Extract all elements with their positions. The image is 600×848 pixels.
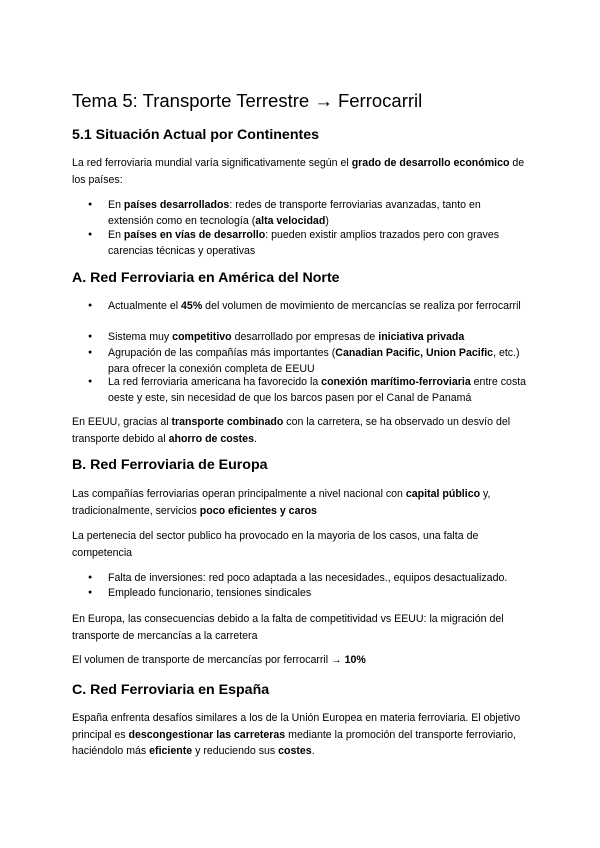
paragraph-europe-2: La pertenecia del sector publico ha provocado en la mayoria de los casos, una falta de competencia <box>72 530 479 559</box>
bold-text: costes <box>278 745 312 757</box>
bold-text: países en vías de desarrollo <box>123 229 266 241</box>
heading-5-1: 5.1 Situación Actual por Continentes <box>72 127 319 143</box>
list-item: ● Falta de inversiones: red poco adaptada a las necesidades., equipos desactualizado. <box>108 570 528 586</box>
paragraph-intro: La red ferroviaria mundial varía significativamente según el grado de desarrollo económico de los países: <box>72 157 525 186</box>
heading-section-c: C. Red Ferroviaria en España <box>72 682 270 698</box>
paragraph-europe-4: El volumen de transporte de mercancías por ferrocarril → 10% <box>72 654 366 666</box>
bold-text: 45% <box>181 300 203 312</box>
bold-text: poco eficientes y caros <box>199 504 317 517</box>
bold-text: 10% <box>344 654 366 666</box>
bold-text: grado de desarrollo económico <box>351 157 510 169</box>
page-title: Tema 5: Transporte Terrestre → Ferrocarril <box>72 90 423 111</box>
bold-text: ahorro de costes <box>168 432 254 445</box>
bold-text: capital público <box>405 488 481 500</box>
bold-text: países desarrollados <box>123 199 230 211</box>
paragraph-europe-3: En Europa, las consecuencias debido a la falta de competitividad vs EEUU: la migración del transporte de mercancías a la carretera <box>72 613 504 642</box>
paragraph-eeuu: En EEUU, gracias al transporte combinado con la carretera, se ha observado un desvío del transporte debido al ahorro de costes. <box>72 416 511 445</box>
bold-text: eficiente <box>149 745 193 757</box>
paragraph-spain: España enfrenta desafíos similares a los de la Unión Europea en materia ferroviaria. El objetivo principal es descongestionar las carreteras mediante la promoción del transporte ferroviario, haciéndolo más eficiente y reduciendo sus costes. <box>72 712 521 757</box>
bold-text: alta velocidad <box>255 215 326 227</box>
list-item: ● Empleado funcionario, tensiones sindicales <box>108 585 528 601</box>
heading-section-b: B. Red Ferroviaria de Europa <box>72 457 268 473</box>
list-item: ● En países en vías de desarrollo: pueden existir amplios trazados pero con graves carencias técnicas y operativas <box>108 227 528 259</box>
list-item: ● Sistema muy competitivo desarrollado por empresas de iniciativa privada <box>108 329 528 345</box>
bold-text: iniciativa privada <box>378 331 465 343</box>
bold-text: transporte combinado <box>171 416 284 428</box>
list-item: ● Actualmente el 45% del volumen de movimiento de mercancías se realiza por ferrocarril <box>108 298 528 314</box>
paragraph-europe-1: Las compañías ferroviarias operan principalmente a nivel nacional con capital público y, tradicionalmente, servicios poco eficientes y caros <box>72 488 491 517</box>
list-item: ● En países desarrollados: redes de transporte ferroviarias avanzadas, tanto en extensión como en tecnología (alta velocidad) <box>108 197 528 229</box>
bold-text: Canadian Pacific, Union Pacific <box>335 347 494 359</box>
bold-text: conexión marítimo-ferroviaria <box>321 376 471 388</box>
list-item: ● Agrupación de las compañías más importantes (Canadian Pacific, Union Pacific, etc.) para ofrecer la conexión completa de EEUU <box>108 345 528 377</box>
list-item: ● La red ferroviaria americana ha favorecido la conexión marítimo-ferroviaria entre costa oeste y este, sin necesidad de que los barcos pasen por el Canal de Panamá <box>108 374 528 406</box>
bold-text: descongestionar las carreteras <box>128 728 286 741</box>
heading-section-a: A. Red Ferroviaria en América del Norte <box>72 270 340 286</box>
bold-text: competitivo <box>172 331 232 343</box>
